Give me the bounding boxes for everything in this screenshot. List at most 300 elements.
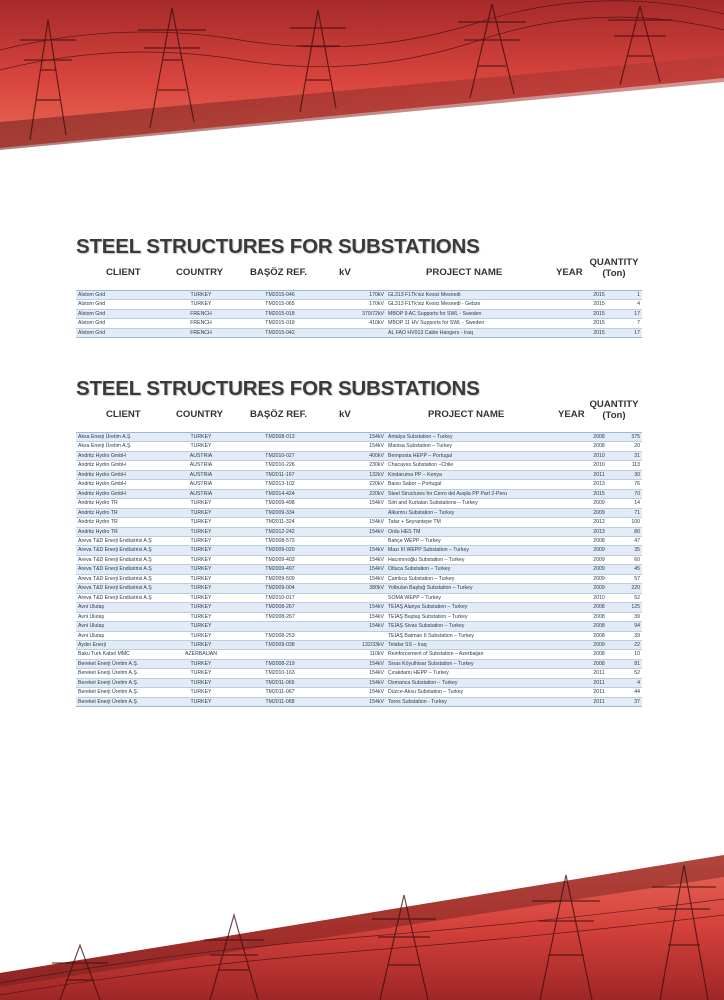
cell-year: 2008 [584, 622, 614, 631]
cell-kv: 154kV [324, 678, 386, 687]
cell-country: TURKEY [166, 518, 236, 527]
cell-qty: 17 [614, 309, 642, 318]
cell-qty: 71 [614, 508, 642, 517]
table-row [76, 328, 642, 337]
table-row [76, 480, 642, 489]
cell-year: 2009 [584, 499, 614, 508]
cell-country: AUSTRIA [166, 489, 236, 498]
cell-year: 2011 [584, 678, 614, 687]
cell-qty: 81 [614, 659, 642, 668]
cell-year: 2009 [584, 565, 614, 574]
cell-kv: 154kV [324, 518, 386, 527]
cell-country: TURKEY [166, 291, 236, 300]
cell-qty: 220 [614, 584, 642, 593]
cell-client: Areva T&D Enerji Endüstrisi A.Ş [76, 546, 166, 555]
cell-client: Alstom Grid [76, 300, 166, 309]
cell-ref: TM2010-163 [236, 669, 324, 678]
cell-year: 2008 [584, 536, 614, 545]
cell-country: TURKEY [166, 508, 236, 517]
col-client: CLIENT [106, 267, 141, 278]
table-row [76, 612, 642, 621]
cell-qty: 100 [614, 518, 642, 527]
cell-country: TURKEY [166, 555, 236, 564]
cell-year: 2015 [584, 309, 614, 318]
cell-ref: TM2013-102 [236, 480, 324, 489]
bottom-banner [0, 855, 724, 1000]
cell-ref: TM2009-509 [236, 574, 324, 583]
cell-ref: TM2009-334 [236, 508, 324, 517]
cell-client: Areva T&D Enerji Endüstrisi A.Ş [76, 565, 166, 574]
cell-year: 2010 [584, 461, 614, 470]
table-row [76, 461, 642, 470]
table-row [76, 546, 642, 555]
cell-project: GL313 F1Tk'siz Kesici Mesnedi - Gebze [386, 300, 584, 309]
cell-project: Bahçe WEPP – Turkey [386, 536, 584, 545]
cell-ref: TM2011-068 [236, 697, 324, 706]
cell-kv: 154kV [324, 527, 386, 536]
cell-client: Baku Turk Kabel MMC [76, 650, 166, 659]
table-row [76, 669, 642, 678]
cell-project: Ordu HES TM [386, 527, 584, 536]
cell-country: TURKEY [166, 640, 236, 649]
cell-year: 2009 [584, 574, 614, 583]
cell-country: FRENCH [166, 328, 236, 337]
section-title: STEEL STRUCTURES FOR SUBSTATIONS [76, 377, 480, 400]
cell-year: 2009 [584, 584, 614, 593]
cell-project: TEİAŞ Alanya Substation – Turkey [386, 603, 584, 612]
cell-qty: 39 [614, 631, 642, 640]
col-ref: BAŞÖZ REF. [250, 267, 308, 278]
table-row [76, 603, 642, 612]
table-row [76, 631, 642, 640]
cell-kv: 400kV [324, 451, 386, 460]
col-year: YEAR [556, 267, 583, 278]
cell-ref: TM2009-498 [236, 499, 324, 508]
cell-kv: 154kV [324, 603, 386, 612]
cell-client: Andritz Hydro TR [76, 518, 166, 527]
cell-ref: TM2009-004 [236, 584, 324, 593]
cell-kv: 380kV [324, 584, 386, 593]
table-row [76, 565, 642, 574]
cell-project: Alkumru Substation – Turkey [386, 508, 584, 517]
cell-ref: TM2008-253 [236, 631, 324, 640]
cell-year: 2013 [584, 527, 614, 536]
cell-year: 2015 [584, 319, 614, 328]
cell-country: TURKEY [166, 678, 236, 687]
cell-ref: TM2009-497 [236, 565, 324, 574]
cell-client: Areva T&D Enerji Endüstrisi A.Ş [76, 574, 166, 583]
table-row [76, 536, 642, 545]
cell-year: 2011 [584, 470, 614, 479]
cell-project: MBOP 11 HV Supports for SWL - Sweden [386, 319, 584, 328]
cell-project: SOMA WEPP – Turkey [386, 593, 584, 602]
table-row [76, 650, 642, 659]
cell-kv: 170kV [324, 300, 386, 309]
cell-kv: 410kV [324, 319, 386, 328]
cell-year: 2008 [584, 442, 614, 451]
cell-client: Bereket Enerji Üretim A.Ş. [76, 678, 166, 687]
cell-country: TURKEY [166, 669, 236, 678]
table-row [76, 470, 642, 479]
cell-project: Siirt and Kurtalan Substations – Turkey [386, 499, 584, 508]
cell-client: Andritz Hydro GmbH [76, 470, 166, 479]
cell-client: Andritz Hydro TR [76, 527, 166, 536]
cell-project: Yolbulan Baştuğ Substation – Turkey [386, 584, 584, 593]
cell-qty: 113 [614, 461, 642, 470]
cell-year: 2009 [584, 508, 614, 517]
cell-ref [236, 442, 324, 451]
cell-client: Andritz Hydro GmbH [76, 480, 166, 489]
cell-qty: 375 [614, 433, 642, 442]
cell-qty: 17 [614, 328, 642, 337]
cell-client: Avni Ulutaş [76, 612, 166, 621]
cell-ref: TM2009-038 [236, 640, 324, 649]
cell-kv: 110kV [324, 650, 386, 659]
cell-year: 2012 [584, 518, 614, 527]
table-header [76, 399, 642, 432]
cell-client: Alstom Grid [76, 319, 166, 328]
cell-ref: TM2011-065 [236, 678, 324, 687]
cell-qty: 1 [614, 291, 642, 300]
cell-qty: 52 [614, 593, 642, 602]
cell-ref: TM2010-027 [236, 451, 324, 460]
cell-client: Alstom Grid [76, 328, 166, 337]
cell-kv: 370/72kV [324, 309, 386, 318]
cell-country: TURKEY [166, 527, 236, 536]
col-kv: kV [339, 409, 351, 420]
cell-ref: TM2008-013 [236, 433, 324, 442]
table-row [76, 622, 642, 631]
cell-project: Çamlıca Substation – Turkey [386, 574, 584, 583]
col-ref: BAŞÖZ REF. [250, 409, 308, 420]
col-country: COUNTRY [176, 409, 224, 420]
cell-kv: 154kV [324, 555, 386, 564]
cell-client: Aydın Enerji [76, 640, 166, 649]
cell-project: Bemposta HEPP – Portugal [386, 451, 584, 460]
cell-project: Reinforcement of Substation – Azerbaijan [386, 650, 584, 659]
cell-client: Avni Ulutaş [76, 622, 166, 631]
cell-client: Andritz Hydro GmbH [76, 489, 166, 498]
cell-project: TEİAŞ Sivas Substation – Turkey [386, 622, 584, 631]
cell-project: Telafar SS – Iraq [386, 640, 584, 649]
table-row [76, 499, 642, 508]
cell-client: Alstom Grid [76, 309, 166, 318]
cell-country: TURKEY [166, 442, 236, 451]
cell-ref: TM2015-018 [236, 309, 324, 318]
cell-country: FRENCH [166, 309, 236, 318]
cell-ref: TM2011-167 [236, 470, 324, 479]
cell-kv: 132kV [324, 470, 386, 479]
cell-client: Andritz Hydro GmbH [76, 461, 166, 470]
section-title: STEEL STRUCTURES FOR SUBSTATIONS [76, 235, 480, 258]
cell-year: 2008 [584, 631, 614, 640]
cell-country: TURKEY [166, 688, 236, 697]
cell-client: Aksa Enerji Üretim A.Ş [76, 433, 166, 442]
cell-project: GL313 F1Tk'siz Kesici Mesnedi [386, 291, 584, 300]
cell-ref: TM2015-046 [236, 291, 324, 300]
cell-project: Tatar + Seyrantepe TM [386, 518, 584, 527]
cell-ref [236, 622, 324, 631]
cell-kv: 220kV [324, 489, 386, 498]
cell-year: 2011 [584, 688, 614, 697]
cell-year: 2011 [584, 697, 614, 706]
cell-year: 2015 [584, 291, 614, 300]
cell-kv: 170kV [324, 291, 386, 300]
cell-kv: 154kV [324, 622, 386, 631]
data-table [76, 432, 642, 707]
cell-project: Otluca Substation – Turkey [386, 565, 584, 574]
data-table [76, 290, 642, 338]
cell-ref: TM2009-020 [236, 546, 324, 555]
cell-country: TURKEY [166, 612, 236, 621]
col-project: PROJECT NAME [426, 267, 503, 278]
table-row [76, 442, 642, 451]
cell-kv: 154kV [324, 499, 386, 508]
cell-kv [324, 328, 386, 337]
col-kv: kV [339, 267, 351, 278]
cell-year: 2008 [584, 612, 614, 621]
cell-ref: TM2009-403 [236, 555, 324, 564]
cell-client: Bereket Enerji Üretim A.Ş. [76, 697, 166, 706]
cell-qty: 70 [614, 489, 642, 498]
cell-project: Çırakdamı HEPP – Turkey [386, 669, 584, 678]
cell-client: Avni Ulutaş [76, 603, 166, 612]
table-row [76, 555, 642, 564]
cell-qty: 37 [614, 697, 642, 706]
cell-client: Areva T&D Enerji Endüstrisi A.Ş [76, 555, 166, 564]
col-client: CLIENT [106, 409, 141, 420]
table-row [76, 433, 642, 442]
cell-client: Bereket Enerji Üretim A.Ş. [76, 659, 166, 668]
cell-country: TURKEY [166, 584, 236, 593]
table-row [76, 678, 642, 687]
cell-qty: 52 [614, 669, 642, 678]
table-header [76, 257, 642, 290]
cell-ref: TM2011-324 [236, 518, 324, 527]
cell-project: TEİAŞ Baştaş Substation – Turkey [386, 612, 584, 621]
cell-client: Andritz Hydro TR [76, 508, 166, 517]
cell-ref: TM2011-067 [236, 688, 324, 697]
cell-kv: 154kV [324, 669, 386, 678]
cell-country: TURKEY [166, 433, 236, 442]
cell-year: 2015 [584, 489, 614, 498]
cell-ref: TM2010-226 [236, 461, 324, 470]
cell-year: 2008 [584, 603, 614, 612]
cell-client: Avni Ulutaş [76, 631, 166, 640]
cell-year: 2015 [584, 328, 614, 337]
cell-ref: TM2008-267 [236, 612, 324, 621]
cell-kv: 154kV [324, 546, 386, 555]
cell-country: AUSTRIA [166, 470, 236, 479]
cell-ref [236, 650, 324, 659]
cell-country: AUSTRIA [166, 451, 236, 460]
cell-kv: 154kV [324, 688, 386, 697]
cell-ref: TM2008-573 [236, 536, 324, 545]
cell-project: Düzce-Aksu Substation – Turkey [386, 688, 584, 697]
cell-ref: TM2012-242 [236, 527, 324, 536]
cell-ref: TM2014-424 [236, 489, 324, 498]
cell-ref: TM2015-019 [236, 319, 324, 328]
cell-qty: 44 [614, 688, 642, 697]
cell-project: Chacayes Substation –Chile [386, 461, 584, 470]
cell-ref: TM2015-065 [236, 300, 324, 309]
cell-qty: 20 [614, 442, 642, 451]
cell-kv [324, 631, 386, 640]
cell-year: 2009 [584, 555, 614, 564]
cell-qty: 47 [614, 536, 642, 545]
cell-qty: 7 [614, 319, 642, 328]
cell-kv: 154kV [324, 612, 386, 621]
cell-client: Bereket Enerji Üretim A.Ş. [76, 669, 166, 678]
cell-country: TURKEY [166, 546, 236, 555]
cell-kv: 154kV [324, 565, 386, 574]
cell-ref: TM2010-017 [236, 593, 324, 602]
table-row [76, 640, 642, 649]
cell-qty: 10 [614, 650, 642, 659]
cell-kv: 154kV [324, 433, 386, 442]
cell-qty: 80 [614, 527, 642, 536]
cell-kv: 132/33kV [324, 640, 386, 649]
cell-kv [324, 593, 386, 602]
table-row [76, 291, 642, 300]
cell-qty: 30 [614, 470, 642, 479]
cell-qty: 31 [614, 451, 642, 460]
cell-year: 2008 [584, 650, 614, 659]
col-quantity [586, 399, 642, 421]
table-row [76, 518, 642, 527]
col-year: YEAR [558, 409, 585, 420]
cell-client: Areva T&D Enerji Endüstrisi A.Ş [76, 536, 166, 545]
col-quantity-line2: (Ton) [602, 410, 626, 421]
col-quantity-line1: QUANTITY [589, 257, 639, 268]
cell-country: AUSTRIA [166, 461, 236, 470]
cell-country: TURKEY [166, 593, 236, 602]
table-row [76, 574, 642, 583]
cell-country: TURKEY [166, 536, 236, 545]
cell-kv [324, 508, 386, 517]
cell-kv [324, 536, 386, 545]
cell-kv: 154kV [324, 659, 386, 668]
col-quantity [586, 257, 642, 279]
col-quantity-line1: QUANTITY [589, 399, 639, 410]
cell-country: TURKEY [166, 603, 236, 612]
cell-country: TURKEY [166, 622, 236, 631]
cell-country: TURKEY [166, 659, 236, 668]
col-quantity-line2: (Ton) [602, 268, 626, 279]
cell-kv: 154kV [324, 697, 386, 706]
cell-year: 2011 [584, 669, 614, 678]
cell-project: Hacımınoğlu Substation – Turkey [386, 555, 584, 564]
cell-qty: 125 [614, 603, 642, 612]
cell-project: Mazı III WEPP Substation – Turkey [386, 546, 584, 555]
cell-year: 2008 [584, 433, 614, 442]
cell-qty: 22 [614, 640, 642, 649]
cell-country: TURKEY [166, 499, 236, 508]
cell-client: Andritz Hydro GmbH [76, 451, 166, 460]
section-alstom [76, 234, 642, 338]
cell-client: Alstom Grid [76, 291, 166, 300]
table-row [76, 300, 642, 309]
cell-year: 2009 [584, 640, 614, 649]
cell-country: TURKEY [166, 697, 236, 706]
cell-kv: 230kV [324, 461, 386, 470]
cell-project: MBOP 9 AC Supports for SWL - Sweden [386, 309, 584, 318]
cell-year: 2015 [584, 300, 614, 309]
cell-project: Manisa Substation – Turkey [386, 442, 584, 451]
cell-qty: 14 [614, 499, 642, 508]
cell-ref: TM2008-219 [236, 659, 324, 668]
table-row [76, 319, 642, 328]
cell-project: AL FAO HV013 Cable Hangers - Iraq [386, 328, 584, 337]
col-project: PROJECT NAME [428, 409, 505, 420]
cell-kv: 154kV [324, 442, 386, 451]
cell-project: Steel Structures for Cerro del Auqila PP Part 2-Peru [386, 489, 584, 498]
section-substations [76, 376, 642, 707]
cell-year: 2010 [584, 451, 614, 460]
col-country: COUNTRY [176, 267, 224, 278]
cell-project: Toros Substation - Turkey [386, 697, 584, 706]
table-row [76, 489, 642, 498]
cell-project: TEİAŞ Batman II Substation – Turkey [386, 631, 584, 640]
cell-year: 2008 [584, 659, 614, 668]
cell-qty: 45 [614, 565, 642, 574]
cell-client: Bereket Enerji Üretim A.Ş. [76, 688, 166, 697]
cell-qty: 94 [614, 622, 642, 631]
cell-country: AZERBAIJAN [166, 650, 236, 659]
cell-project: Sivas Köyulhisar Substation – Turkey [386, 659, 584, 668]
cell-qty: 4 [614, 300, 642, 309]
cell-client: Andritz Hydro TR [76, 499, 166, 508]
cell-qty: 57 [614, 574, 642, 583]
top-banner [0, 0, 724, 150]
table-row [76, 584, 642, 593]
cell-country: AUSTRIA [166, 480, 236, 489]
table-row [76, 688, 642, 697]
cell-year: 2013 [584, 480, 614, 489]
cell-qty: 39 [614, 612, 642, 621]
cell-country: TURKEY [166, 631, 236, 640]
cell-kv: 154kV [324, 574, 386, 583]
table-row [76, 309, 642, 318]
cell-client: Areva T&D Enerji Endüstrisi A.Ş [76, 584, 166, 593]
cell-year: 2009 [584, 546, 614, 555]
table-row [76, 593, 642, 602]
cell-client: Aksa Enerji Üretim A.Ş [76, 442, 166, 451]
table-row [76, 451, 642, 460]
cell-qty: 76 [614, 480, 642, 489]
cell-project: Antalya Substation – Turkey [386, 433, 584, 442]
table-row [76, 659, 642, 668]
cell-ref: TM2008-267 [236, 603, 324, 612]
cell-country: TURKEY [166, 300, 236, 309]
table-row [76, 697, 642, 706]
cell-qty: 4 [614, 678, 642, 687]
cell-project: Osmanca Substation – Turkey [386, 678, 584, 687]
table-row [76, 508, 642, 517]
cell-country: FRENCH [166, 319, 236, 328]
cell-qty: 35 [614, 546, 642, 555]
cell-kv: 220kV [324, 480, 386, 489]
cell-qty: 60 [614, 555, 642, 564]
cell-country: TURKEY [166, 574, 236, 583]
cell-country: TURKEY [166, 565, 236, 574]
table-row [76, 527, 642, 536]
cell-client: Areva T&D Enerji Endüstrisi A.Ş [76, 593, 166, 602]
cell-project: Baixo Sabor – Portugal [386, 480, 584, 489]
cell-year: 2010 [584, 593, 614, 602]
cell-ref: TM2015-042 [236, 328, 324, 337]
cell-project: Kindaruma PP – Kenya [386, 470, 584, 479]
